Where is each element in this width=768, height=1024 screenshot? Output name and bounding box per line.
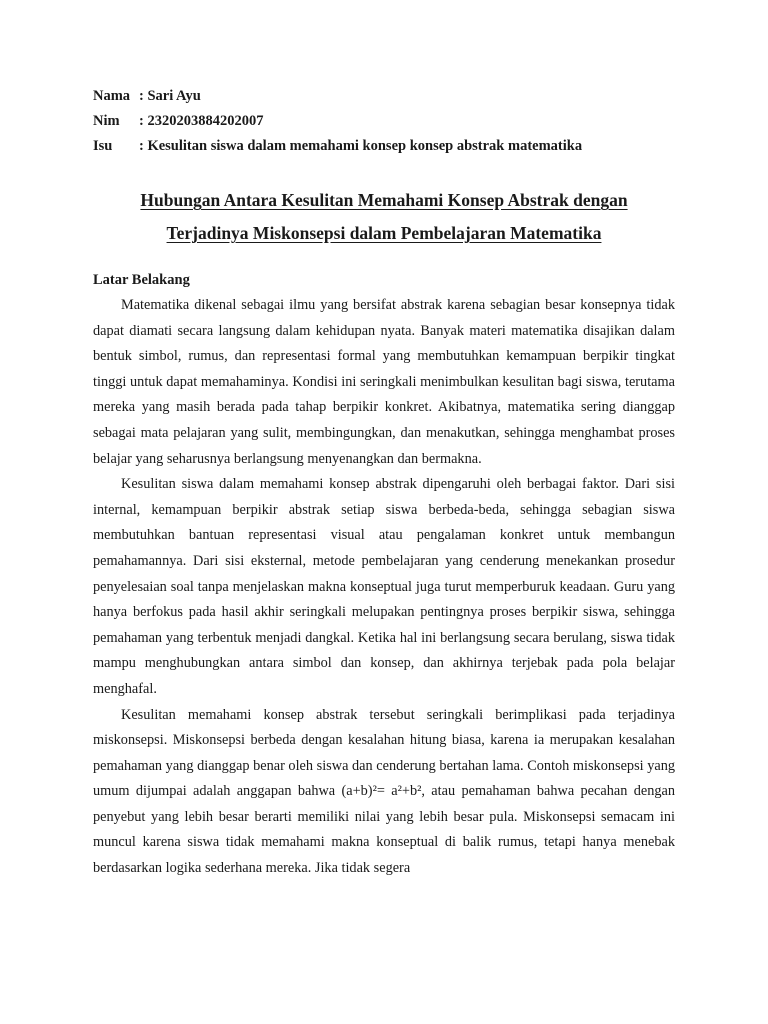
- name-label: Nama: [93, 88, 131, 104]
- body-text: [93, 293, 675, 877]
- document-title: [0, 184, 768, 250]
- paragraph-3: Kesulitan memahami konsep abstrak tersebut seringkali berimplikasi pada terjadinya miskonsepsi. Miskonsepsi berbeda dengan kesalahan hitung biasa, karena ia merupakan kesalahan pemahaman yang dianggap benar oleh siswa dan cenderung bertahan lama. Contoh miskonsepsi yang umum dijumpai adalah anggapan bahwa (a+b)²= a²+b², atau pemahaman bahwa pecahan dengan penyebut yang lebih besar berarti memiliki nilai yang lebih besar pula. Miskonsepsi semacam ini muncul karena siswa tidak memahami makna konseptual di balik rumus, tetapi hanya menebak berdasarkan logika sederhana mereka. Jika tidak segera: [93, 706, 675, 877]
- issue-label: Isu: [93, 138, 113, 154]
- title-line-2: Terjadinya Miskonsepsi dalam Pembelajaran Matematika: [166, 223, 602, 243]
- section-heading: Latar Belakang: [93, 272, 190, 288]
- title-line-1: Hubungan Antara Kesulitan Memahami Konsep Abstrak dengan: [140, 190, 628, 210]
- student-info: [93, 84, 582, 159]
- paragraph-1: Matematika dikenal sebagai ilmu yang bersifat abstrak karena sebagian besar konsepnya tidak dapat diamati secara langsung dalam kehidupan nyata. Banyak materi matematika disajikan dalam bentuk simbol, rumus, dan representasi formal yang membutuhkan kemampuan berpikir tingkat tinggi untuk dapat memahaminya. Kondisi ini seringkali menimbulkan kesulitan bagi siswa, terutama mereka yang masih berada pada tahap berpikir konkret. Akibatnya, matematika sering dianggap sebagai mata pelajaran yang sulit, membingungkan, dan menakutkan, sehingga menghambat proses belajar yang seharusnya berlangsung menyenangkan dan bermakna.: [93, 297, 675, 467]
- issue-row: [93, 134, 582, 159]
- paragraph-2: Kesulitan siswa dalam memahami konsep abstrak dipengaruhi oleh berbagai faktor. Dari sisi internal, kemampuan berpikir abstrak setiap siswa berbeda-beda, sehingga sebagian siswa membutuhkan bantuan representasi visual atau pengalaman konkret untuk membangun pemahamannya. Dari sisi eksternal, metode pembelajaran yang cenderung menekankan prosedur penyelesaian soal tanpa menjelaskan makna konseptual juga turut memperburuk keadaan. Guru yang hanya berfokus pada hasil akhir seringkali melupakan pentingnya proses berpikir siswa, sehingga pemahaman yang terbentuk menjadi dangkal. Ketika hal ini berlangsung secara berulang, siswa tidak mampu menghubungkan antara simbol dan konsep, dan akhirnya terjebak pada pola belajar menghafal.: [93, 476, 675, 697]
- name-value: : Sari Ayu: [139, 88, 201, 104]
- name-row: [93, 84, 582, 109]
- nim-value: : 2320203884202007: [139, 113, 264, 129]
- nim-row: [93, 109, 582, 134]
- issue-value: : Kesulitan siswa dalam memahami konsep konsep abstrak matematika: [139, 138, 583, 154]
- nim-label: Nim: [93, 113, 120, 129]
